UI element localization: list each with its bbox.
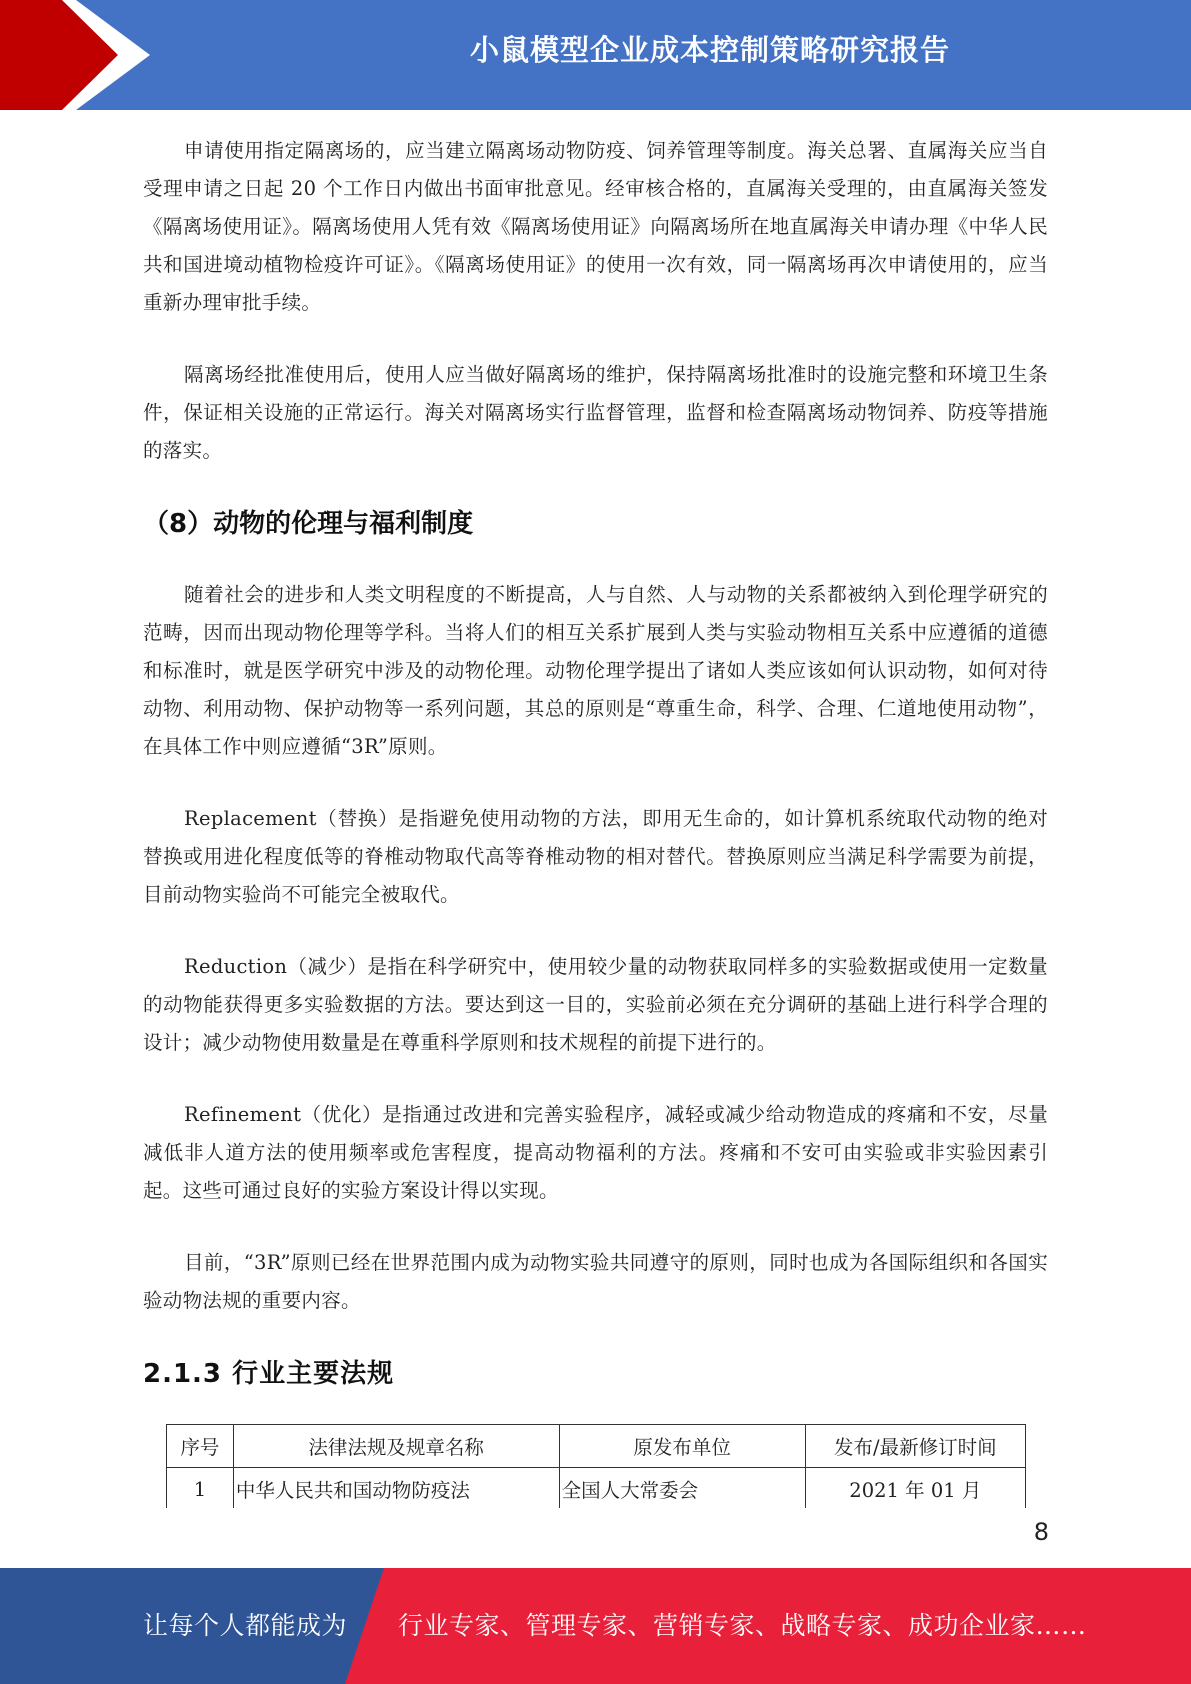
footer-slogan-left: 让每个人都能成为: [143, 1611, 348, 1640]
paragraph: 申请使用指定隔离场的，应当建立隔离场动物防疫、饲养管理等制度。海关总署、直属海关应当自受理申请之日起 20 个工作日内做出书面审批意见。经审核合格的，直属海关受理的，由直属海关签发《隔离场使用证》。隔离场使用人凭有效《隔离场使用证》向隔离场所在地直属海关申请办理《中华人民共和国进境动植物检疫许可证》。《隔离场使用证》的使用一次有效，同一隔离场再次申请使用的，应当重新办理审批手续。: [143, 139, 1048, 314]
page-content: [143, 132, 1048, 1508]
page-number: 8: [1033, 1518, 1049, 1546]
table-cell: 1: [167, 1468, 234, 1509]
table-header-cell: 序号: [167, 1425, 234, 1468]
table-cell: 全国人大常委会: [559, 1468, 805, 1509]
section-heading: 2.1.3 行业主要法规: [143, 1359, 395, 1389]
footer-slogan-right: 行业专家、管理专家、营销专家、战略专家、成功企业家……: [398, 1611, 1087, 1640]
section-heading: （8）动物的伦理与福利制度: [143, 509, 474, 539]
paragraph: Replacement（替换）是指避免使用动物的方法，即用无生命的，如计算机系统取代动物的绝对替换或用进化程度低等的脊椎动物取代高等脊椎动物的相对替代。替换原则应当满足科学需要为前提，目前动物实验尚不可能完全被取代。: [143, 807, 1048, 906]
table-header-cell: 法律法规及规章名称: [233, 1425, 559, 1468]
paragraph: 隔离场经批准使用后，使用人应当做好隔离场的维护，保持隔离场批准时的设施完整和环境卫生条件，保证相关设施的正常运行。海关对隔离场实行监督管理，监督和检查隔离场动物饲养、防疫等措施的落实。: [143, 363, 1048, 462]
regulations-table-container: [166, 1424, 1026, 1508]
table-row: [167, 1468, 1026, 1509]
page-header: [0, 0, 1191, 110]
paragraph: 目前，“3R”原则已经在世界范围内成为动物实验共同遵守的原则，同时也成为各国际组织和各国实验动物法规的重要内容。: [143, 1251, 1048, 1312]
paragraph: Reduction（减少）是指在科学研究中，使用较少量的动物获取同样多的实验数据或使用一定数量的动物能获得更多实验数据的方法。要达到这一目的，实验前必须在充分调研的基础上进行科学合理的设计；减少动物使用数量是在尊重科学原则和技术规程的前提下进行的。: [143, 955, 1048, 1054]
table-header-cell: 原发布单位: [559, 1425, 805, 1468]
table-header-row: [167, 1425, 1026, 1468]
page-footer: [0, 1568, 1191, 1684]
header-chevron-decoration: [0, 0, 160, 110]
paragraph: 随着社会的进步和人类文明程度的不断提高，人与自然、人与动物的关系都被纳入到伦理学研究的范畴，因而出现动物伦理等学科。当将人们的相互关系扩展到人类与实验动物相互关系中应遵循的道德和标准时，就是医学研究中涉及的动物伦理。动物伦理学提出了诸如人类应该如何认识动物，如何对待动物、利用动物、保护动物等一系列问题，其总的原则是“尊重生命，科学、合理、仁道地使用动物”，在具体工作中则应遵循“3R”原则。: [143, 583, 1048, 758]
table-cell: 中华人民共和国动物防疫法: [233, 1468, 559, 1509]
report-title: 小鼠模型企业成本控制策略研究报告: [469, 33, 950, 67]
table-cell: 2021 年 01 月: [805, 1468, 1025, 1509]
regulations-table: [166, 1424, 1026, 1508]
paragraph: Refinement（优化）是指通过改进和完善实验程序，减轻或减少给动物造成的疼痛和不安，尽量减低非人道方法的使用频率或危害程度，提高动物福利的方法。疼痛和不安可由实验或非实验因素引起。这些可通过良好的实验方案设计得以实现。: [143, 1103, 1048, 1202]
table-header-cell: 发布/最新修订时间: [805, 1425, 1025, 1468]
